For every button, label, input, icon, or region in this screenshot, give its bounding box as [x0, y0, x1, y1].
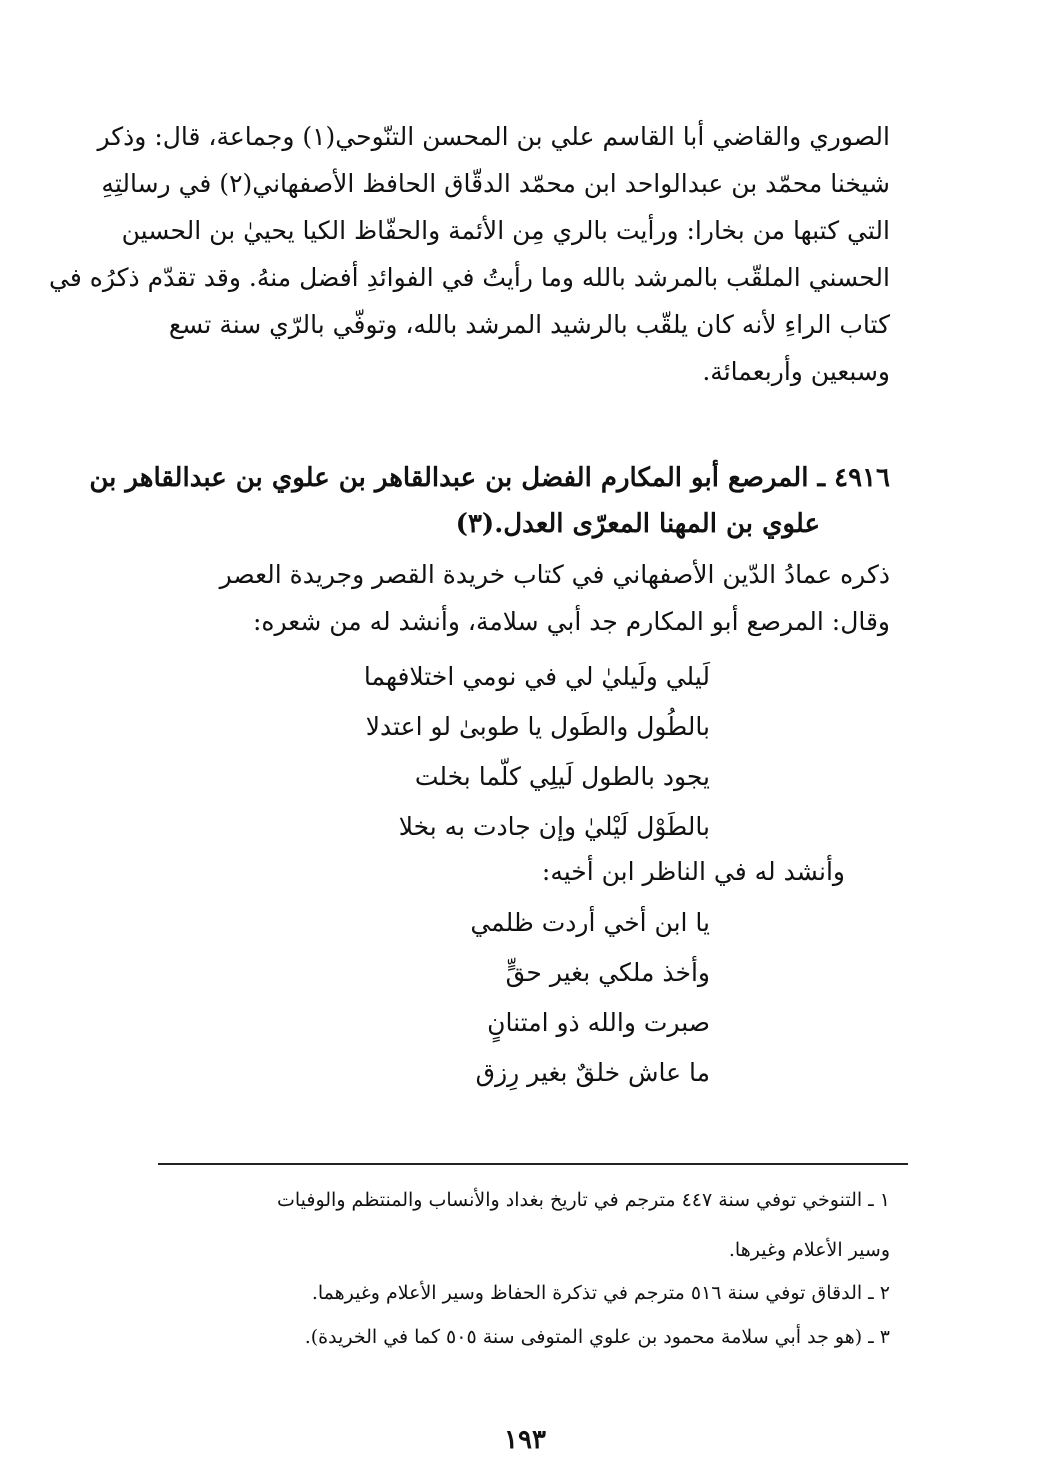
footnote: ٣ ـ (هو جد أبي سلامة محمود بن علوي المتوفى سنة ٥٠٥ كما في الخريدة).: [304, 1326, 890, 1348]
poem-verse: بالطُول والطَول يا طوبىٰ لو اعتدلا: [365, 712, 710, 741]
text-line: الصوري والقاضي أبا القاسم علي بن المحسن التنّوحي(١) وجماعة، قال: وذكر: [97, 122, 890, 151]
footnote-separator: [158, 1163, 908, 1165]
poem-verse: يا ابن أخي أردت ظلمي: [470, 908, 710, 937]
footnote: ١ ـ التنوخي توفي سنة ٤٤٧ مترجم في تاريخ بغداد والأنساب والمنتظم والوفيات: [276, 1189, 890, 1211]
poem-verse: صبرت والله ذو امتنانٍ: [487, 1008, 710, 1037]
poem-verse: يجود بالطول لَيلِي كلّما بخلت: [414, 762, 710, 791]
text-line: الحسني الملقّب بالمرشد بالله وما رأيتُ في الفوائدِ أفضل منهُ. وقد تقدّم ذكرُه في: [49, 263, 890, 292]
entry-paragraph: [160, 551, 890, 645]
footnote: ٢ ـ الدقاق توفي سنة ٥١٦ مترجم في تذكرة الحفاظ وسير الأعلام وغيرهما.: [311, 1282, 890, 1304]
text-line: ذكره عمادُ الدّين الأصفهاني في كتاب خريدة القصر وجريدة العصر: [219, 560, 890, 589]
poem-intro: وأنشد له في الناظر ابن أخيه:: [541, 857, 845, 886]
intro-paragraph: [49, 113, 890, 395]
text-line: كتاب الراءِ لأنه كان يلقّب بالرشيد المرشد بالله، وتوفّي بالرّي سنة تسع: [168, 310, 890, 339]
poem-verse: ما عاش خلقٌ بغير رِزق: [475, 1058, 710, 1087]
text-line: وسبعين وأربعمائة.: [702, 357, 890, 386]
text-line: وقال: المرصع أبو المكارم جد أبي سلامة، وأنشد له من شعره:: [252, 607, 890, 636]
entry-heading: [89, 455, 890, 547]
poem-verse: لَيلي ولَيليٰ لي في نومي اختلافهما: [363, 662, 710, 691]
entry-heading-line: ٤٩١٦ ـ المرصع أبو المكارم الفضل بن عبدالقاهر بن علوي بن عبدالقاهر بن: [89, 463, 890, 493]
poem-verse: وأخذ ملكي بغير حقٍّ: [505, 958, 710, 987]
text-line: التي كتبها من بخارا: ورأيت بالري مِن الأئمة والحفّاظ الكيا يحييٰ بن الحسين: [121, 216, 890, 245]
page-number: ١٩٣: [504, 1425, 546, 1455]
text-line: شيخنا محمّد بن عبدالواحد ابن محمّد الدقّاق الحافظ الأصفهاني(٢) في رسالتِهِ: [101, 169, 890, 198]
footnote-continuation: وسير الأعلام وغيرها.: [728, 1239, 890, 1261]
poem-verse: بالطَوْل لَيْليٰ وإن جادت به بخلا: [398, 812, 710, 841]
entry-heading-line: علوي بن المهنا المعرّى العدل.(٣): [455, 509, 820, 539]
